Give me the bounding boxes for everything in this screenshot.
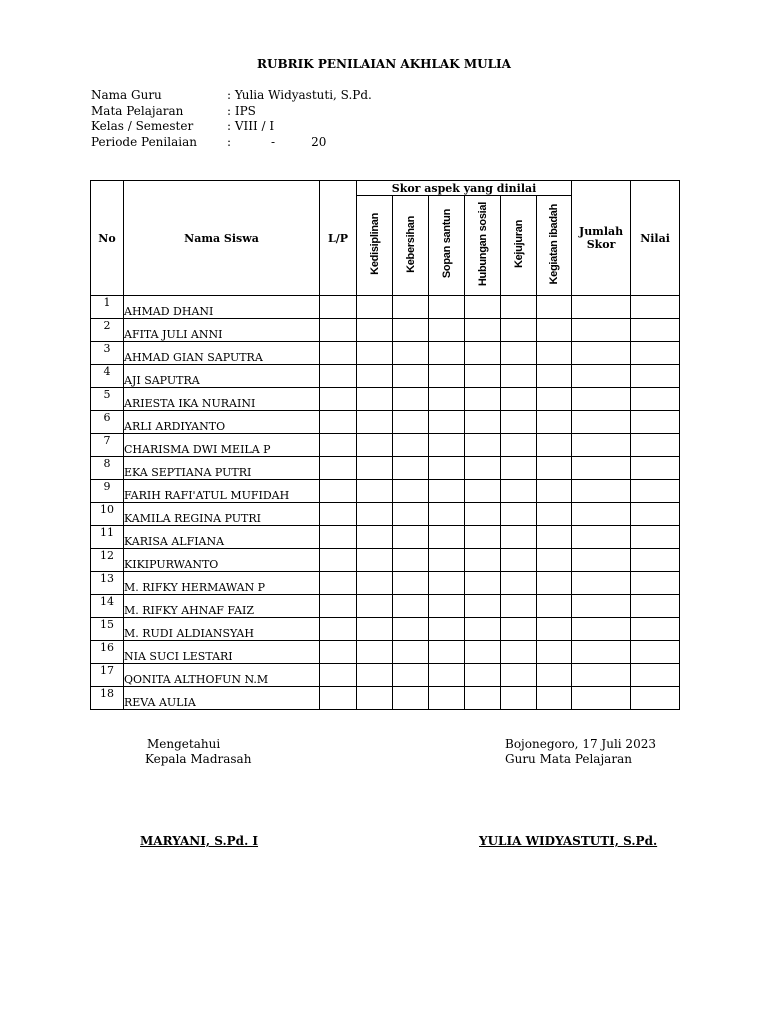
table-row: [91, 365, 680, 388]
score-hubungan-sosial[interactable]: [465, 342, 501, 365]
kepala-name: MARYANI, S.Pd. I: [140, 834, 259, 848]
nilai-cell[interactable]: [631, 595, 680, 618]
periode-year: 20: [311, 134, 327, 149]
score-hubungan-sosial[interactable]: [465, 411, 501, 434]
nilai-cell[interactable]: [631, 457, 680, 480]
student-name: AHMAD DHANI: [124, 296, 320, 319]
row-number: 15: [91, 618, 124, 641]
row-number: 2: [91, 319, 124, 342]
lp-cell[interactable]: [320, 411, 357, 434]
nilai-cell[interactable]: [631, 687, 680, 710]
student-name: M. RIFKY AHNAF FAIZ: [124, 595, 320, 618]
guru-label: Nama Guru: [91, 88, 162, 102]
score-sopan-santun[interactable]: [429, 595, 465, 618]
table-row: [91, 296, 680, 319]
student-name: FARIH RAFI'ATUL MUFIDAH: [124, 480, 320, 503]
row-number: 6: [91, 411, 124, 434]
score-kejujuran[interactable]: [501, 296, 537, 319]
score-sopan-santun[interactable]: [429, 480, 465, 503]
score-kejujuran[interactable]: [501, 503, 537, 526]
table-row: [91, 664, 680, 687]
row-number: 12: [91, 549, 124, 572]
table-row: [91, 503, 680, 526]
lp-cell[interactable]: [320, 388, 357, 411]
row-number: 13: [91, 572, 124, 595]
score-hubungan-sosial[interactable]: [465, 526, 501, 549]
row-number: 14: [91, 595, 124, 618]
row-number: 9: [91, 480, 124, 503]
aspect-label: Kegiatan ibadah: [548, 203, 561, 285]
jumlah-skor-cell[interactable]: [572, 434, 631, 457]
nilai-cell[interactable]: [631, 342, 680, 365]
signature-left: [145, 737, 251, 767]
score-kejujuran[interactable]: [501, 480, 537, 503]
score-sopan-santun[interactable]: [429, 388, 465, 411]
score-kedisiplinan[interactable]: [357, 342, 393, 365]
score-kedisiplinan[interactable]: [357, 365, 393, 388]
score-kejujuran[interactable]: [501, 388, 537, 411]
mengetahui-text: Mengetahui: [147, 737, 221, 751]
table-row: [91, 457, 680, 480]
jumlah-skor-cell[interactable]: [572, 687, 631, 710]
score-hubungan-sosial[interactable]: [465, 480, 501, 503]
score-kedisiplinan[interactable]: [357, 618, 393, 641]
guru-mapel-text: Guru Mata Pelajaran: [505, 752, 632, 766]
student-name: M. RIFKY HERMAWAN P: [124, 572, 320, 595]
score-kedisiplinan[interactable]: [357, 641, 393, 664]
score-kejujuran[interactable]: [501, 319, 537, 342]
jumlah-skor-cell[interactable]: [572, 319, 631, 342]
row-number: 18: [91, 687, 124, 710]
jumlah-skor-cell[interactable]: [572, 595, 631, 618]
info-row-guru: [91, 88, 372, 104]
score-sopan-santun[interactable]: [429, 296, 465, 319]
signature-right: [505, 737, 656, 767]
score-kegiatan-ibadah[interactable]: [537, 296, 572, 319]
jumlah-skor-cell[interactable]: [572, 503, 631, 526]
score-kegiatan-ibadah[interactable]: [537, 687, 572, 710]
student-name: NIA SUCI LESTARI: [124, 641, 320, 664]
student-name: AJI SAPUTRA: [124, 365, 320, 388]
score-sopan-santun[interactable]: [429, 342, 465, 365]
lp-cell[interactable]: [320, 457, 357, 480]
header-jumlah-line1: Jumlah: [578, 225, 624, 238]
score-kegiatan-ibadah[interactable]: [537, 595, 572, 618]
periode-colon: :: [227, 134, 232, 149]
score-kejujuran[interactable]: [501, 664, 537, 687]
score-kedisiplinan[interactable]: [357, 503, 393, 526]
table-row: [91, 641, 680, 664]
score-kegiatan-ibadah[interactable]: [537, 503, 572, 526]
score-kegiatan-ibadah[interactable]: [537, 549, 572, 572]
header-lp: L/P: [320, 181, 357, 296]
nilai-cell[interactable]: [631, 365, 680, 388]
table-row: [91, 480, 680, 503]
lp-cell[interactable]: [320, 664, 357, 687]
row-number: 10: [91, 503, 124, 526]
nilai-cell[interactable]: [631, 572, 680, 595]
lp-cell[interactable]: [320, 342, 357, 365]
score-sopan-santun[interactable]: [429, 434, 465, 457]
score-hubungan-sosial[interactable]: [465, 572, 501, 595]
score-kegiatan-ibadah[interactable]: [537, 434, 572, 457]
jumlah-skor-cell[interactable]: [572, 457, 631, 480]
row-number: 5: [91, 388, 124, 411]
score-sopan-santun[interactable]: [429, 365, 465, 388]
score-kegiatan-ibadah[interactable]: [537, 664, 572, 687]
kepala-madrasah-text: Kepala Madrasah: [145, 752, 252, 766]
score-kebersihan[interactable]: [393, 549, 429, 572]
score-kejujuran[interactable]: [501, 434, 537, 457]
score-kejujuran[interactable]: [501, 457, 537, 480]
score-kedisiplinan[interactable]: [357, 457, 393, 480]
score-hubungan-sosial[interactable]: [465, 618, 501, 641]
guru-name: YULIA WIDYASTUTI, S.Pd.: [479, 834, 658, 848]
score-kejujuran[interactable]: [501, 641, 537, 664]
header-jumlah-skor: [572, 181, 631, 296]
guru-value: : Yulia Widyastuti, S.Pd.: [227, 88, 372, 102]
lp-cell[interactable]: [320, 595, 357, 618]
score-sopan-santun[interactable]: [429, 549, 465, 572]
score-kedisiplinan[interactable]: [357, 388, 393, 411]
jumlah-skor-cell[interactable]: [572, 572, 631, 595]
score-kedisiplinan[interactable]: [357, 434, 393, 457]
header-aspect-kebersihan: [393, 196, 429, 296]
score-kedisiplinan[interactable]: [357, 572, 393, 595]
table-row: [91, 411, 680, 434]
nilai-cell[interactable]: [631, 434, 680, 457]
nilai-cell[interactable]: [631, 411, 680, 434]
table-row: [91, 342, 680, 365]
score-hubungan-sosial[interactable]: [465, 503, 501, 526]
score-hubungan-sosial[interactable]: [465, 457, 501, 480]
jumlah-skor-cell[interactable]: [572, 480, 631, 503]
score-kebersihan[interactable]: [393, 296, 429, 319]
lp-cell[interactable]: [320, 618, 357, 641]
score-kegiatan-ibadah[interactable]: [537, 365, 572, 388]
score-sopan-santun[interactable]: [429, 411, 465, 434]
score-sopan-santun[interactable]: [429, 526, 465, 549]
aspect-label: Kebersihan: [404, 215, 417, 273]
nilai-cell[interactable]: [631, 319, 680, 342]
score-kejujuran[interactable]: [501, 526, 537, 549]
score-kejujuran[interactable]: [501, 365, 537, 388]
nilai-cell[interactable]: [631, 526, 680, 549]
score-kejujuran[interactable]: [501, 595, 537, 618]
rubric-table: [90, 180, 680, 710]
lp-cell[interactable]: [320, 434, 357, 457]
jumlah-skor-cell[interactable]: [572, 411, 631, 434]
lp-cell[interactable]: [320, 365, 357, 388]
score-kebersihan[interactable]: [393, 319, 429, 342]
table-row: [91, 595, 680, 618]
aspect-label: Hubungan sosial: [476, 201, 489, 287]
header-nama-siswa: Nama Siswa: [124, 181, 320, 296]
jumlah-skor-cell[interactable]: [572, 296, 631, 319]
table-row: [91, 549, 680, 572]
lp-cell[interactable]: [320, 296, 357, 319]
kelas-value: : VIII / I: [227, 119, 275, 133]
nilai-cell[interactable]: [631, 549, 680, 572]
score-kegiatan-ibadah[interactable]: [537, 618, 572, 641]
score-kedisiplinan[interactable]: [357, 687, 393, 710]
score-sopan-santun[interactable]: [429, 618, 465, 641]
score-hubungan-sosial[interactable]: [465, 664, 501, 687]
score-kebersihan[interactable]: [393, 388, 429, 411]
lp-cell[interactable]: [320, 572, 357, 595]
header-aspect-sopan-santun: [429, 196, 465, 296]
row-number: 11: [91, 526, 124, 549]
header-aspect-kedisiplinan: [357, 196, 393, 296]
score-hubungan-sosial[interactable]: [465, 434, 501, 457]
score-kebersihan[interactable]: [393, 365, 429, 388]
score-hubungan-sosial[interactable]: [465, 388, 501, 411]
score-kegiatan-ibadah[interactable]: [537, 641, 572, 664]
nilai-cell[interactable]: [631, 480, 680, 503]
score-hubungan-sosial[interactable]: [465, 296, 501, 319]
table-row: [91, 434, 680, 457]
score-kegiatan-ibadah[interactable]: [537, 480, 572, 503]
score-kegiatan-ibadah[interactable]: [537, 572, 572, 595]
score-kebersihan[interactable]: [393, 618, 429, 641]
score-kedisiplinan[interactable]: [357, 664, 393, 687]
jumlah-skor-cell[interactable]: [572, 365, 631, 388]
jumlah-skor-cell[interactable]: [572, 526, 631, 549]
aspect-label: Kedisiplinan: [368, 213, 381, 275]
score-hubungan-sosial[interactable]: [465, 595, 501, 618]
score-sopan-santun[interactable]: [429, 641, 465, 664]
score-kejujuran[interactable]: [501, 342, 537, 365]
table-row: [91, 687, 680, 710]
student-name: KARISA ALFIANA: [124, 526, 320, 549]
student-name: KAMILA REGINA PUTRI: [124, 503, 320, 526]
score-hubungan-sosial[interactable]: [465, 549, 501, 572]
periode-label: Periode Penilaian: [91, 134, 197, 149]
lp-cell[interactable]: [320, 526, 357, 549]
score-kedisiplinan[interactable]: [357, 595, 393, 618]
lp-cell[interactable]: [320, 480, 357, 503]
score-kejujuran[interactable]: [501, 572, 537, 595]
row-number: 8: [91, 457, 124, 480]
rubric-body: [91, 296, 680, 710]
score-kebersihan[interactable]: [393, 572, 429, 595]
nilai-cell[interactable]: [631, 641, 680, 664]
row-number: 4: [91, 365, 124, 388]
student-name: AHMAD GIAN SAPUTRA: [124, 342, 320, 365]
score-kebersihan[interactable]: [393, 664, 429, 687]
score-sopan-santun[interactable]: [429, 457, 465, 480]
row-number: 1: [91, 296, 124, 319]
score-kedisiplinan[interactable]: [357, 296, 393, 319]
mapel-value: : IPS: [227, 103, 256, 118]
header-aspect-kegiatan-ibadah: [537, 196, 572, 296]
info-block: [91, 88, 372, 150]
jumlah-skor-cell[interactable]: [572, 618, 631, 641]
lp-cell[interactable]: [320, 503, 357, 526]
score-kebersihan[interactable]: [393, 480, 429, 503]
lp-cell[interactable]: [320, 549, 357, 572]
table-row: [91, 618, 680, 641]
score-hubungan-sosial[interactable]: [465, 641, 501, 664]
student-name: ARIESTA IKA NURAINI: [124, 388, 320, 411]
place-date-text: Bojonegoro, 17 Juli 2023: [505, 737, 656, 751]
info-row-mapel: [91, 104, 372, 120]
score-kebersihan[interactable]: [393, 687, 429, 710]
student-name: KIKIPURWANTO: [124, 549, 320, 572]
lp-cell[interactable]: [320, 687, 357, 710]
score-sopan-santun[interactable]: [429, 687, 465, 710]
score-kedisiplinan[interactable]: [357, 526, 393, 549]
score-hubungan-sosial[interactable]: [465, 319, 501, 342]
score-kedisiplinan[interactable]: [357, 319, 393, 342]
score-sopan-santun[interactable]: [429, 503, 465, 526]
student-name: CHARISMA DWI MEILA P: [124, 434, 320, 457]
score-kebersihan[interactable]: [393, 595, 429, 618]
score-kejujuran[interactable]: [501, 549, 537, 572]
student-name: EKA SEPTIANA PUTRI: [124, 457, 320, 480]
student-name: REVA AULIA: [124, 687, 320, 710]
score-hubungan-sosial[interactable]: [465, 365, 501, 388]
table-row: [91, 572, 680, 595]
header-no: No: [91, 181, 124, 296]
header-aspect-kejujuran: [501, 196, 537, 296]
nilai-cell[interactable]: [631, 664, 680, 687]
score-kebersihan[interactable]: [393, 503, 429, 526]
header-aspect-hubungan-sosial: [465, 196, 501, 296]
header-skor-aspek: Skor aspek yang dinilai: [357, 181, 572, 196]
student-name: M. RUDI ALDIANSYAH: [124, 618, 320, 641]
score-kedisiplinan[interactable]: [357, 411, 393, 434]
aspect-label: Sopan santun: [440, 209, 453, 279]
score-kebersihan[interactable]: [393, 342, 429, 365]
kelas-label: Kelas / Semester: [91, 119, 194, 133]
score-kejujuran[interactable]: [501, 411, 537, 434]
jumlah-skor-cell[interactable]: [572, 549, 631, 572]
nilai-cell[interactable]: [631, 503, 680, 526]
student-name: QONITA ALTHOFUN N.M: [124, 664, 320, 687]
score-kejujuran[interactable]: [501, 687, 537, 710]
document-title: RUBRIK PENILAIAN AKHLAK MULIA: [257, 57, 511, 71]
row-number: 3: [91, 342, 124, 365]
row-number: 17: [91, 664, 124, 687]
nilai-cell[interactable]: [631, 296, 680, 319]
jumlah-skor-cell[interactable]: [572, 664, 631, 687]
jumlah-skor-cell[interactable]: [572, 641, 631, 664]
score-kebersihan[interactable]: [393, 641, 429, 664]
table-row: [91, 319, 680, 342]
score-kedisiplinan[interactable]: [357, 549, 393, 572]
lp-cell[interactable]: [320, 641, 357, 664]
header-nilai: Nilai: [631, 181, 680, 296]
score-kegiatan-ibadah[interactable]: [537, 342, 572, 365]
table-row: [91, 526, 680, 549]
mapel-label: Mata Pelajaran: [91, 103, 184, 118]
score-kedisiplinan[interactable]: [357, 480, 393, 503]
score-sopan-santun[interactable]: [429, 664, 465, 687]
info-row-periode: [91, 135, 372, 151]
row-number: 7: [91, 434, 124, 457]
header-jumlah-line2: Skor: [586, 238, 616, 251]
score-kegiatan-ibadah[interactable]: [537, 388, 572, 411]
info-row-kelas: [91, 119, 372, 135]
row-number: 16: [91, 641, 124, 664]
score-kebersihan[interactable]: [393, 457, 429, 480]
jumlah-skor-cell[interactable]: [572, 388, 631, 411]
score-kebersihan[interactable]: [393, 434, 429, 457]
score-kegiatan-ibadah[interactable]: [537, 457, 572, 480]
table-row: [91, 388, 680, 411]
nilai-cell[interactable]: [631, 388, 680, 411]
score-kebersihan[interactable]: [393, 411, 429, 434]
nilai-cell[interactable]: [631, 618, 680, 641]
student-name: ARLI ARDIYANTO: [124, 411, 320, 434]
lp-cell[interactable]: [320, 319, 357, 342]
score-sopan-santun[interactable]: [429, 572, 465, 595]
score-kegiatan-ibadah[interactable]: [537, 319, 572, 342]
score-sopan-santun[interactable]: [429, 319, 465, 342]
score-hubungan-sosial[interactable]: [465, 687, 501, 710]
student-name: AFITA JULI ANNI: [124, 319, 320, 342]
periode-separator: -: [271, 134, 276, 149]
jumlah-skor-cell[interactable]: [572, 342, 631, 365]
score-kegiatan-ibadah[interactable]: [537, 526, 572, 549]
score-kegiatan-ibadah[interactable]: [537, 411, 572, 434]
aspect-label: Kejujuran: [512, 219, 525, 269]
score-kebersihan[interactable]: [393, 526, 429, 549]
score-kejujuran[interactable]: [501, 618, 537, 641]
